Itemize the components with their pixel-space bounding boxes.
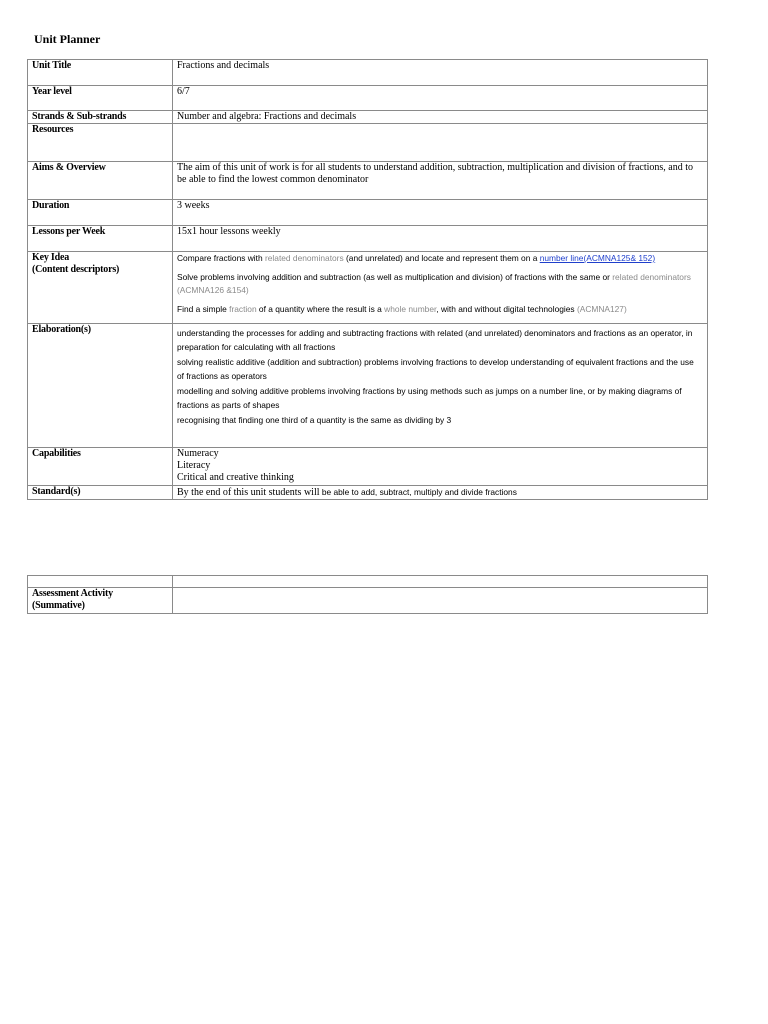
strands-value: Number and algebra: Fractions and decimals [173, 111, 708, 124]
unit-planner-table [27, 59, 708, 500]
capability-item: Literacy [177, 460, 211, 471]
table-row [28, 324, 708, 448]
descriptor-text: Compare fractions with [177, 253, 265, 263]
key-idea-label-line1: Key Idea [32, 252, 70, 263]
duration-value: 3 weeks [173, 200, 708, 226]
year-level-value: 6/7 [173, 86, 708, 111]
table-row [28, 86, 708, 111]
capabilities-value [173, 448, 708, 486]
table-row [28, 124, 708, 162]
key-idea-label-line2: (Content descriptors) [32, 264, 120, 275]
table-row [28, 588, 708, 614]
elaboration-item: understanding the processes for adding and subtracting fractions with related (and unrelated) denominators and fractions as an operator, in preparation for calculating with all fractions [177, 328, 693, 352]
page-title: Unit Planner [34, 32, 101, 46]
descriptor-code: (ACMNA126 &154) [177, 285, 249, 295]
descriptor-text: Solve problems involving addition and subtraction (as well as multiplication and division) of fractions with the same or [177, 271, 613, 282]
assessment-header-right [173, 576, 708, 588]
descriptor-term: related denominators [264, 253, 344, 263]
content-descriptor-2 [177, 271, 703, 298]
descriptor-term: fraction [229, 303, 257, 314]
assessment-label-line1: Assessment Activity [32, 588, 113, 599]
assessment-header-left [28, 576, 173, 588]
duration-label: Duration [28, 200, 173, 226]
standards-value [173, 486, 708, 500]
lessons-value: 15x1 hour lessons weekly [173, 226, 708, 252]
content-descriptor-3 [177, 303, 703, 317]
table-row [28, 226, 708, 252]
unit-title-value: Fractions and decimals [173, 60, 708, 86]
aims-label: Aims & Overview [28, 162, 173, 200]
year-level-label: Year level [28, 86, 173, 111]
unit-title-label: Unit Title [28, 60, 173, 86]
elaboration-item: solving realistic additive (addition and subtraction) problems involving fractions to develop understanding of equivalent fractions and the use of fractions as operators [177, 357, 694, 381]
elaboration-item: modelling and solving additive problems involving fractions by using methods such as jumps on a number line, or by making diagrams of fractions as parts of shapes [177, 386, 682, 410]
standards-text-sans: be able to add, subtract, multiply and divide fractions [319, 487, 517, 497]
descriptor-code: (ACMNA127) [576, 303, 627, 314]
assessment-activity-label [28, 588, 173, 614]
resources-label: Resources [28, 124, 173, 162]
lessons-label: Lessons per Week [28, 226, 173, 252]
capability-item: Numeracy [177, 448, 219, 459]
standards-label: Standard(s) [28, 486, 173, 500]
elaborations-value [173, 324, 708, 448]
number-line-link[interactable]: number line(ACMNA125& 152) [539, 253, 656, 263]
aims-value: The aim of this unit of work is for all students to understand addition, subtraction, multiplication and division of fractions, and to be able to find the lowest common denominator [173, 162, 708, 200]
table-row [28, 162, 708, 200]
elaboration-item: recognising that finding one third of a quantity is the same as dividing by 3 [177, 415, 452, 425]
assessment-activity-value [173, 588, 708, 614]
capabilities-label: Capabilities [28, 448, 173, 486]
capability-item: Critical and creative thinking [177, 472, 294, 483]
resources-value [173, 124, 708, 162]
table-row [28, 200, 708, 226]
descriptor-term: whole number [384, 303, 437, 314]
table-row [28, 60, 708, 86]
table-row [28, 111, 708, 124]
key-idea-value [173, 252, 708, 324]
table-row [28, 576, 708, 588]
table-row [28, 252, 708, 324]
standards-text-serif: By the end of this unit students will [177, 487, 320, 498]
table-row [28, 448, 708, 486]
descriptor-text: (and unrelated) and locate and represent them on a [343, 253, 540, 263]
descriptor-text: Find a simple [177, 303, 230, 314]
descriptor-term: related denominators [612, 271, 691, 282]
descriptor-text: of a quantity where the result is a [256, 303, 385, 314]
strands-label: Strands & Sub-strands [28, 111, 173, 124]
assessment-table [27, 575, 708, 614]
elaborations-label: Elaboration(s) [28, 324, 173, 448]
content-descriptor-1 [177, 252, 703, 266]
table-row [28, 486, 708, 500]
descriptor-text: , with and without digital technologies [436, 303, 577, 314]
assessment-label-line2: (Summative) [32, 600, 85, 611]
key-idea-label [28, 252, 173, 324]
